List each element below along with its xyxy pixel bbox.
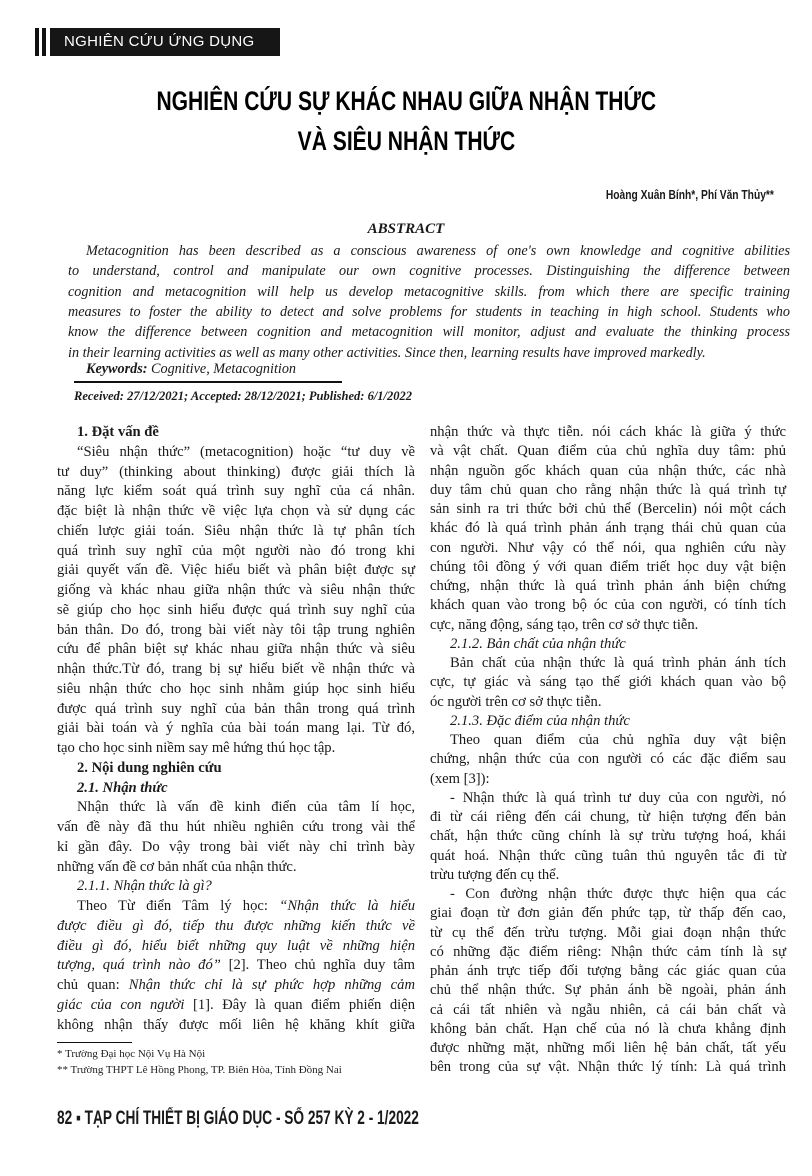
- text-line: bản thân. Do đó, trong bài viết này tôi tập trung nghiên: [57, 621, 415, 638]
- publication-dates: Received: 27/12/2021; Accepted: 28/12/2021; Published: 6/1/2022: [74, 389, 413, 403]
- text-line: giống và khác nhau giữa nhận thức và siêu nhận thức: [57, 582, 415, 598]
- title-text: NGHIÊN CỨU SỰ KHÁC NHAU GIỮA NHẬN THỨC: [156, 86, 656, 116]
- text-line: không bản chất. Hạn chế của nó là chưa khẳng định: [430, 1020, 786, 1037]
- italic-text: tượng, quá trình nào đó”: [57, 957, 221, 974]
- text-line: chiến lược giải toán. Siêu nhận thức là tự phân tích: [57, 522, 415, 539]
- text-line: được điều gì đó, tiếp thu được những kiến thức về: [57, 917, 415, 934]
- footnote-2: ** Trường THPT Lê Hồng Phong, TP. Biên Hòa, Tỉnh Đồng Nai: [57, 1064, 342, 1076]
- abstract-heading: ABSTRACT: [367, 221, 445, 237]
- text-line: quát hoá. Nhận thức cũng tuân thủ nguyên tắc đi từ: [430, 847, 786, 864]
- text-line: cực, năng động, sáng tạo, trên cơ sở thực tiễn.: [430, 616, 699, 633]
- text-line: phản ánh trực tiếp đối tượng bằng các giác quan của: [430, 963, 786, 979]
- section-heading: 2.1. Nhận thức: [77, 779, 168, 796]
- italic-text: “Nhận thức là hiểu: [279, 898, 415, 914]
- text-line: (xem [3]):: [430, 770, 490, 787]
- text-line: nhận thức và thực tiễn. nói cách khác là giữa ý thức: [430, 424, 786, 440]
- text-line: kỉ gần đây. Do vậy trong bài viết này chỉ trình bày: [57, 838, 415, 855]
- abstract-line: to understand, control and manipulate our own cognitive processes. Distinguishing the difference between: [68, 263, 790, 280]
- text-line: “Siêu nhận thức” (metacognition) hoặc “tư duy về: [77, 443, 415, 460]
- text-line: óc người trên cơ sở thực tiễn.: [430, 693, 602, 710]
- text-line: con người. Như vậy có thể nói, qua nghiên cứu này: [430, 539, 786, 556]
- abstract-line: cognition and metacognition will help us develop metacognitive skills. from which there are specific training: [68, 283, 790, 300]
- italic-text: Nhận thức chỉ là sự phức hợp những cảm: [128, 977, 415, 993]
- text-line: được quá trình suy nghĩ của bản thân trong quá trình: [57, 700, 415, 717]
- keywords-label: Keywords:: [86, 361, 148, 377]
- text-line: tư duy” (thinking about thinking) được giải thích là: [57, 463, 415, 480]
- section-heading: 2. Nội dung nghiên cứu: [77, 759, 222, 776]
- section-heading: 1. Đặt vấn đề: [77, 424, 159, 440]
- text-line: bên trong của sự vật. Nhận thức lý tính: Là quá trình: [430, 1059, 786, 1076]
- keywords-value: Cognitive, Metacognition: [151, 361, 297, 377]
- text-line: được những mặt, những mối liên hệ bản chất, tất yếu: [430, 1040, 786, 1056]
- text-line: - Nhận thức là quá trình tư duy của con người, nó: [450, 789, 786, 806]
- text-line: quá trình suy nghĩ của một người nào đó trong khi: [57, 542, 415, 559]
- text-line: đặc biệt là nhận thức về việc lựa chọn và sử dụng các: [57, 503, 415, 519]
- text-line: đi từ cái riêng đến cái chung, từ hiện tượng đến bản: [430, 809, 786, 825]
- abstract-line: in their learning activities as well as many other activities. Since then, learning results have improved markedly.: [68, 344, 706, 361]
- text-line: Theo quan điểm của chủ nghĩa duy vật biện: [450, 732, 786, 748]
- text-line: chủ thể nhận thức. Sự phản ánh bề ngoài, phản ánh: [430, 982, 786, 999]
- text-line: nhận thức.Từ đó, trang bị sự hiểu biết về nhận thức và: [57, 661, 415, 677]
- text-segment: Theo Từ điển Tâm lý học:: [77, 898, 280, 914]
- title-text: VÀ SIÊU NHẬN THỨC: [297, 126, 515, 156]
- text-line: giải bài toán và ý nghĩa của bài toán mang lại. Từ đó,: [57, 720, 415, 737]
- keywords: [86, 361, 296, 378]
- authors: [569, 188, 774, 202]
- text-line: chứng, nhận thức của con người có các đặc điểm sau: [430, 751, 786, 768]
- text-line: giai đoạn từ đơn giản đến phức tạp, từ thấp đến cao,: [430, 905, 786, 922]
- text-line: từ cụ thể đến trừu tượng. Mỗi giai đoạn nhận thức: [430, 924, 786, 941]
- text-line: tạo cho học sinh niềm say mê hứng thú học tập.: [57, 740, 336, 756]
- text-line: vấn đề này đã thu hút nhiều nghiên cứu trong vài thể: [57, 819, 415, 835]
- footer-text: 82 ▪ TẠP CHÍ THIẾT BỊ GIÁO DỤC - SỐ 257 KỲ 2 - 1/2022: [57, 1108, 419, 1129]
- text-line: chất, hận thức cũng chính là sự trừu tượng hoá, khái: [430, 828, 786, 845]
- italic-text: giác của con người: [57, 996, 185, 1013]
- authors-text: Hoàng Xuân Bính*, Phí Văn Thủy**: [605, 188, 774, 202]
- text-line: và vật chất. Quan điểm của chủ nghĩa duy tâm: phủ: [430, 443, 786, 460]
- text-line: cả cái tất nhiên và ngẫu nhiên, cả cái bản chất và: [430, 1001, 786, 1018]
- text-line: khách quan vào trong bộ óc của con người, có tính tích: [430, 597, 786, 614]
- article-title-line-1: [0, 86, 812, 117]
- footnote-1: * Trường Đại học Nội Vụ Hà Nội: [57, 1048, 206, 1060]
- text-segment: chủ quan:: [57, 977, 129, 993]
- subsection-heading: 2.1.3. Đặc điểm của nhận thức: [450, 712, 630, 729]
- divider: [74, 381, 342, 383]
- text-line: [57, 996, 415, 1015]
- text-line: điều gì đó, hiểu biết những quy luật về những hiện: [57, 937, 415, 954]
- text-line: cực, tự giác và sáng tạo thế giới khách quan vào bộ: [430, 674, 786, 691]
- text-line: [57, 956, 415, 975]
- text-line: khác đó là quá trình phản ánh trạng thái chủ quan của: [430, 520, 786, 537]
- text-line: sẽ giúp cho học sinh hiểu được quá trình suy nghĩ của: [57, 601, 415, 618]
- text-line: [57, 976, 415, 995]
- text-line: siêu nhận thức cho học sinh nhằm giúp học sinh hiểu: [57, 680, 415, 697]
- footnote-divider: [57, 1042, 132, 1043]
- article-title-line-2: [0, 126, 812, 157]
- text-line: - Con đường nhận thức được thực hiện qua các: [450, 886, 786, 902]
- text-line: không nhận thấy được mối liên hệ khăng khít giữa: [57, 1016, 415, 1033]
- text-line: chúng tôi đồng ý với quan điểm triết học duy vật biện: [430, 558, 786, 575]
- abstract-line: know the difference between cognition and metacognition will monitor, adjust and evaluate the thinking process: [68, 324, 790, 341]
- text-line: cứu để phân biệt sự khác nhau giữa nhận thức và siêu: [57, 641, 415, 658]
- text-line: chứng, nhận thức là quá trình phản ánh biện chứng: [430, 578, 786, 594]
- abstract-line: Metacognition has been described as a conscious awareness of one's own knowledge and cognitive abilities: [86, 243, 790, 259]
- text-line: [57, 897, 415, 916]
- subsection-heading: 2.1.2. Bản chất của nhận thức: [450, 635, 626, 652]
- section-label: NGHIÊN CỨU ỨNG DỤNG: [50, 28, 280, 56]
- text-line: những vấn đề cơ bản nhất của nhận thức.: [57, 858, 297, 875]
- section-marker-bars: [35, 28, 47, 56]
- text-line: Nhận thức là vấn đề kinh điển của tâm lí học,: [77, 799, 415, 816]
- text-segment: [1]. Đây là quan điểm phiến diện: [184, 996, 415, 1013]
- text-line: sản sinh ra tri thức bởi chủ thể (Bercelin) nói một cách: [430, 501, 786, 517]
- abstract-line: measures to foster the ability to detect and solve problems for students in teaching in high school. Students who: [68, 303, 790, 320]
- text-line: nhận nguồn gốc khách quan của nhận thức, các nhà: [430, 462, 786, 479]
- text-line: trừu tượng đến cụ thể.: [430, 866, 560, 883]
- text-line: có những đặc điểm riêng: Nhận thức cảm tính là sự: [430, 943, 786, 960]
- page-footer: [57, 1108, 560, 1130]
- text-line: duy tâm chủ quan cho rằng nhận thức là quá trình tự: [430, 481, 786, 498]
- text-line: giải quyết vấn đề. Việc hiểu biết và phân biệt được sự: [57, 562, 415, 579]
- text-line: năng lực kiểm soát quá trình suy nghĩ của cá nhân.: [57, 483, 415, 500]
- text-segment: [2]. Theo chủ nghĩa duy tâm: [220, 957, 415, 974]
- subsection-heading: 2.1.1. Nhận thức là gì?: [77, 878, 212, 895]
- text-line: Bản chất của nhận thức là quá trình phản ánh tích: [450, 655, 786, 671]
